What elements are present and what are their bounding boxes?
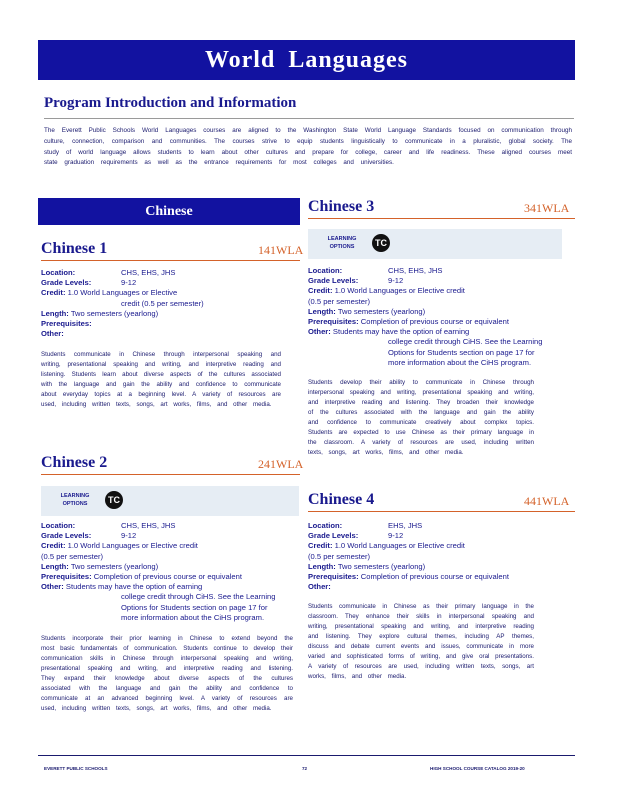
credit-label: Credit: — [308, 541, 333, 551]
course-title: Chinese 1 — [41, 240, 108, 257]
tc-icon: TC — [105, 491, 123, 509]
other-label: Other: — [41, 582, 64, 592]
location-value: CHS, EHS, JHS — [388, 266, 443, 275]
course-title: Chinese 2 — [41, 454, 108, 471]
course-fields — [308, 266, 570, 368]
other-value: Students may have the option of earning — [65, 582, 203, 592]
course-description: Students communicate in Chinese through interpersonal speaking and writing, presentational speaking and writing, and interpretive reading and listening. Students learn about diverse aspects of the cultures associated with the language and gain the ability and confidence to communicate about everyday topics at a beginning level. A variety of resources are used, including written texts, songs, art works, films, and other media. — [41, 351, 281, 408]
page-banner: World Languages — [38, 40, 575, 80]
length-label: Length: — [41, 561, 69, 571]
course-code: 441WLA — [524, 494, 570, 508]
credit-label: Credit: — [41, 288, 66, 298]
other-label: Other: — [308, 582, 331, 592]
course-rule — [308, 511, 575, 512]
footer-divider — [38, 755, 575, 756]
location-label: Location: — [41, 521, 76, 530]
length-label: Length: — [308, 561, 336, 571]
prereq-value: Completion of previous course or equivalent — [360, 317, 509, 327]
learning-options-label: LEARNING OPTIONS — [60, 493, 90, 507]
other-value-cont: Options for Students section on page 17 for — [388, 347, 535, 357]
footer-right: HIGH SCHOOL COURSE CATALOG 2019-20 — [430, 766, 525, 771]
credit-value-cont: (0.5 per semester) — [308, 296, 371, 306]
credit-value-cont: (0.5 per semester) — [308, 551, 371, 561]
credit-value: 1.0 World Languages or Elective — [67, 288, 178, 298]
other-value-cont: more information about the CiHS program. — [388, 357, 532, 367]
credit-label: Credit: — [41, 541, 66, 551]
course-description: Students incorporate their prior learning in Chinese to extend beyond the most basic fundamentals of communication. Students continue to develop their communication skills in Chinese through interpersonal speaking and writing, presentational speaking and writing, and interpretive reading and listening. They expand their knowledge about diverse aspects of the cultures associated with the language and gain the ability and confidence to communicate at an advanced beginning level. A variety of resources are used, including written texts, songs, art works, films, and other media. — [41, 635, 293, 712]
course-title: Chinese 3 — [308, 198, 375, 215]
grades-value: 9-12 — [388, 276, 404, 286]
prereq-label: Prerequisites: — [308, 317, 359, 327]
other-value-cont: college credit through CiHS. See the Learning — [121, 592, 276, 602]
credit-value: 1.0 World Languages or Elective credit — [67, 541, 198, 551]
other-label: Other: — [308, 327, 331, 337]
other-value: Students may have the option of earning — [332, 327, 470, 337]
grades-value: 9-12 — [388, 531, 404, 541]
length-value: Two semesters (yearlong) — [70, 561, 159, 571]
course-rule — [41, 474, 300, 475]
course-description: Students communicate in Chinese as their primary language in the classroom. They enhance their skills in interpersonal speaking and writing, presentational speaking and writing, and interpretive reading and listening. They explore cultural themes, including AP themes, discuss and debate current events and issues, communicate in more varied and sophisticated forms of writing, and give oral presentations. A variety of resources are used, including written texts, songs, art works, films, and other media. — [308, 603, 534, 680]
intro-text: The Everett Public Schools World Languages courses are aligned to the Washington State World Language Standards focused on communication through culture, connection, comparison and communities. The courses strive to equip students linguistically to communicate in a pluralistic, global society. The study of world language allows students to learn about other cultures and prepare for college, career and life readiness. These aligned courses meet state graduation requirements as well as the entrance requirements for most colleges and universities. — [44, 127, 572, 167]
prereq-label: Prerequisites: — [41, 572, 92, 582]
grades-value: 9-12 — [121, 278, 137, 288]
location-label: Location: — [308, 521, 343, 530]
course-title: Chinese 4 — [308, 491, 375, 508]
course-fields — [41, 268, 301, 339]
location-label: Location: — [41, 268, 76, 277]
intro-title: Program Introduction and Information — [44, 95, 297, 111]
course-rule — [308, 218, 575, 219]
length-value: Two semesters (yearlong) — [70, 308, 159, 318]
prereq-label: Prerequisites: — [41, 319, 92, 329]
credit-value: 1.0 World Languages or Elective credit — [334, 541, 465, 551]
prereq-value: Completion of previous course or equivalent — [360, 572, 509, 582]
credit-value: 1.0 World Languages or Elective credit — [334, 286, 465, 296]
grades-value: 9-12 — [121, 531, 137, 541]
credit-value-cont: credit (0.5 per semester) — [121, 298, 204, 308]
course-description: Students develop their ability to communicate in Chinese through interpersonal speaking and writing, presentational speaking and writing, and interpretive reading and listening. They broaden their knowledge of the cultures associated with the language and gain the ability and confidence to communicate creatively about complex topics. Students are expected to use Chinese as their primary language in the classroom. A variety of resources are used, including written texts, songs, art works, films, and other media. — [308, 379, 534, 456]
course-code: 341WLA — [524, 201, 570, 215]
footer-page-number: 72 — [302, 766, 308, 771]
length-value: Two semesters (yearlong) — [337, 306, 426, 316]
location-value: CHS, EHS, JHS — [121, 521, 176, 530]
credit-value-cont: (0.5 per semester) — [41, 551, 104, 561]
course-fields — [41, 521, 301, 623]
course-code: 241WLA — [258, 457, 304, 471]
prereq-label: Prerequisites: — [308, 572, 359, 582]
location-value: CHS, EHS, JHS — [121, 268, 176, 277]
prereq-value: Completion of previous course or equivalent — [93, 572, 242, 582]
learning-options-box — [41, 486, 299, 516]
learning-options-box — [308, 229, 562, 259]
length-label: Length: — [308, 306, 336, 316]
other-value-cont: college credit through CiHS. See the Learning — [388, 337, 543, 347]
tc-icon: TC — [372, 234, 390, 252]
credit-label: Credit: — [308, 286, 333, 296]
course-rule — [41, 260, 300, 261]
course-fields — [308, 521, 570, 592]
location-value: EHS, JHS — [388, 521, 423, 530]
grades-label: Grade Levels: — [41, 278, 92, 288]
length-value: Two semesters (yearlong) — [337, 561, 426, 571]
other-value-cont: Options for Students section on page 17 for — [121, 602, 268, 612]
other-value-cont: more information about the CiHS program. — [121, 612, 265, 622]
course-code: 141WLA — [258, 243, 304, 257]
other-label: Other: — [41, 329, 64, 339]
length-label: Length: — [41, 308, 69, 318]
grades-label: Grade Levels: — [308, 531, 359, 541]
footer-left: EVERETT PUBLIC SCHOOLS — [44, 766, 108, 771]
intro-divider — [44, 118, 574, 119]
section-band: Chinese — [38, 198, 300, 225]
learning-options-label: LEARNING OPTIONS — [327, 236, 357, 250]
location-label: Location: — [308, 266, 343, 275]
grades-label: Grade Levels: — [41, 531, 92, 541]
grades-label: Grade Levels: — [308, 276, 359, 286]
